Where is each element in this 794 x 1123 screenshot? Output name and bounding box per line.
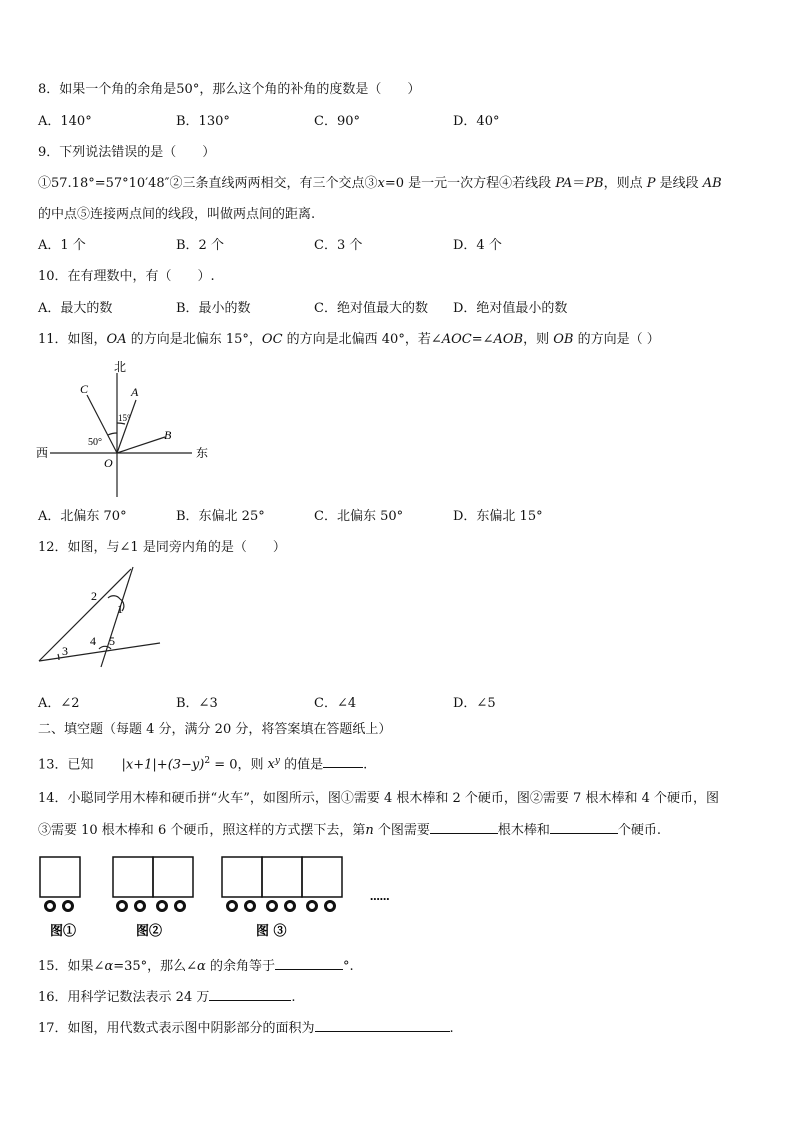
q17-answer-blank xyxy=(315,1019,450,1032)
q9-statement-line1: ①57.18°=57°10′48″②三条直线两两相交，有三个交点③x=0 是一元一次方程④若线段 PA＝PB，则点 P 是线段 AB xyxy=(38,176,722,191)
train-2-car-2 xyxy=(153,857,193,897)
q16-stem: 16．用科学记数法表示 24 万 . xyxy=(38,990,296,1005)
train-3-car-3 xyxy=(302,857,342,897)
coin xyxy=(286,902,295,911)
q9-option-d: D．4 个 xyxy=(453,238,502,253)
q15-answer-blank xyxy=(275,957,343,970)
coin xyxy=(268,902,277,911)
q11-figure xyxy=(30,355,220,505)
q10-option-a: A．最大的数 xyxy=(38,301,113,316)
train-3-car-1 xyxy=(222,857,262,897)
figure-3-caption: 图 ③ xyxy=(256,924,287,939)
q17-stem: 17．如图，用代数式表示图中阴影部分的面积为 . xyxy=(38,1021,454,1036)
q9-option-b: B．2 个 xyxy=(176,238,224,253)
q8-option-b: B．130° xyxy=(176,114,230,129)
bottom-line xyxy=(39,643,160,661)
angle-5-label: 5 xyxy=(109,634,115,648)
angle-15-label: 15° xyxy=(118,413,131,423)
west-label: 西 xyxy=(36,446,49,460)
q11-option-d: D．东偏北 15° xyxy=(453,509,543,524)
coin xyxy=(64,902,73,911)
east-label: 东 xyxy=(196,446,209,460)
point-c-label: C xyxy=(80,382,89,396)
q8-stem: 8．如果一个角的余角是50°，那么这个角的补角的度数是（ ） xyxy=(38,82,421,97)
coin xyxy=(176,902,185,911)
angle-4-label: 4 xyxy=(90,634,96,648)
point-b-label: B xyxy=(164,428,172,442)
q8-option-c: C．90° xyxy=(314,114,360,129)
angle-3-label: 3 xyxy=(62,644,68,658)
q12-option-a: A．∠2 xyxy=(38,696,80,711)
coin xyxy=(136,902,145,911)
angle-15-arc xyxy=(117,423,125,424)
section-2-heading: 二、填空题（每题 4 分，满分 20 分，将答案填在答题纸上） xyxy=(38,722,392,737)
q12-option-c: C．∠4 xyxy=(314,696,357,711)
coin xyxy=(246,902,255,911)
q14-figure xyxy=(36,854,416,944)
coin xyxy=(228,902,237,911)
angle-2-label: 2 xyxy=(91,589,97,603)
q9-statement-line2: 的中点⑤连接两点间的线段，叫做两点间的距离. xyxy=(38,207,316,222)
angle-2-arc xyxy=(108,596,120,599)
q8-option-d: D．40° xyxy=(453,114,500,129)
q14-line1: 14．小聪同学用木棒和硬币拼“火车”，如图所示，图①需要 4 根木棒和 2 个硬币，图②需要 7 根木棒和 4 个硬币，图 xyxy=(38,791,719,806)
angle-50-label: 50° xyxy=(88,437,102,448)
train-2-car-1 xyxy=(113,857,153,897)
coin xyxy=(326,902,335,911)
q13-power-base: x xyxy=(267,757,275,773)
q14-line2: ③需要 10 根木棒和 6 个硬币，照这样的方式摆下去，第n 个图需要 根木棒和 个硬币. xyxy=(38,823,662,838)
ray-oa xyxy=(117,400,136,453)
angle-50-arc xyxy=(108,433,117,435)
train-1-car xyxy=(40,857,80,897)
q14-sticks-blank xyxy=(430,821,498,834)
q11-stem: 11．如图，OA 的方向是北偏东 15°，OC 的方向是北偏西 40°，若∠AOC=∠AOB，则 OB 的方向是（ ） xyxy=(38,332,660,347)
q12-option-d: D．∠5 xyxy=(453,696,496,711)
continuation-ellipsis: ...... xyxy=(370,888,390,903)
q12-figure xyxy=(36,563,166,668)
q15-stem: 15．如果∠α=35°，那么∠α 的余角等于 °. xyxy=(38,959,354,974)
q10-option-d: D．绝对值最小的数 xyxy=(453,301,568,316)
coin xyxy=(46,902,55,911)
q9-stem: 9．下列说法错误的是（ ） xyxy=(38,145,216,160)
train-3-car-2 xyxy=(262,857,302,897)
north-label: 北 xyxy=(114,360,127,374)
ray-ob xyxy=(117,437,165,453)
point-a-label: A xyxy=(131,385,139,399)
q10-stem: 10．在有理数中，有（ ）. xyxy=(38,269,215,284)
figure-2-caption: 图② xyxy=(136,924,163,939)
q16-answer-blank xyxy=(209,988,291,1001)
q11-option-b: B．东偏北 25° xyxy=(176,509,265,524)
figure-1-caption: 图① xyxy=(50,924,77,939)
angle-1-label: 1 xyxy=(117,602,123,616)
q10-option-b: B．最小的数 xyxy=(176,301,251,316)
q9-option-a: A．1 个 xyxy=(38,238,86,253)
angle-3-arc xyxy=(58,654,59,660)
coin xyxy=(308,902,317,911)
right-line xyxy=(101,567,133,667)
q8-option-a: A．140° xyxy=(38,114,92,129)
q13-expression: |x+1|+(3−y) xyxy=(121,757,205,773)
q11-option-c: C．北偏东 50° xyxy=(314,509,404,524)
point-o-label: O xyxy=(104,456,113,470)
q12-option-b: B．∠3 xyxy=(176,696,218,711)
q9-option-c: C．3 个 xyxy=(314,238,363,253)
q12-stem: 12．如图，与∠1 是同旁内角的是（ ） xyxy=(38,540,286,555)
q13-stem: 13．已知 $|x+1|+(3-y)^2 = 0$，则 $x^y$ 的值是 . xyxy=(38,756,368,773)
q11-option-a: A．北偏东 70° xyxy=(38,509,127,524)
coin xyxy=(158,902,167,911)
coin xyxy=(118,902,127,911)
q10-option-c: C．绝对值最大的数 xyxy=(314,301,428,316)
q13-answer-blank xyxy=(323,755,363,768)
q14-coins-blank xyxy=(550,821,618,834)
